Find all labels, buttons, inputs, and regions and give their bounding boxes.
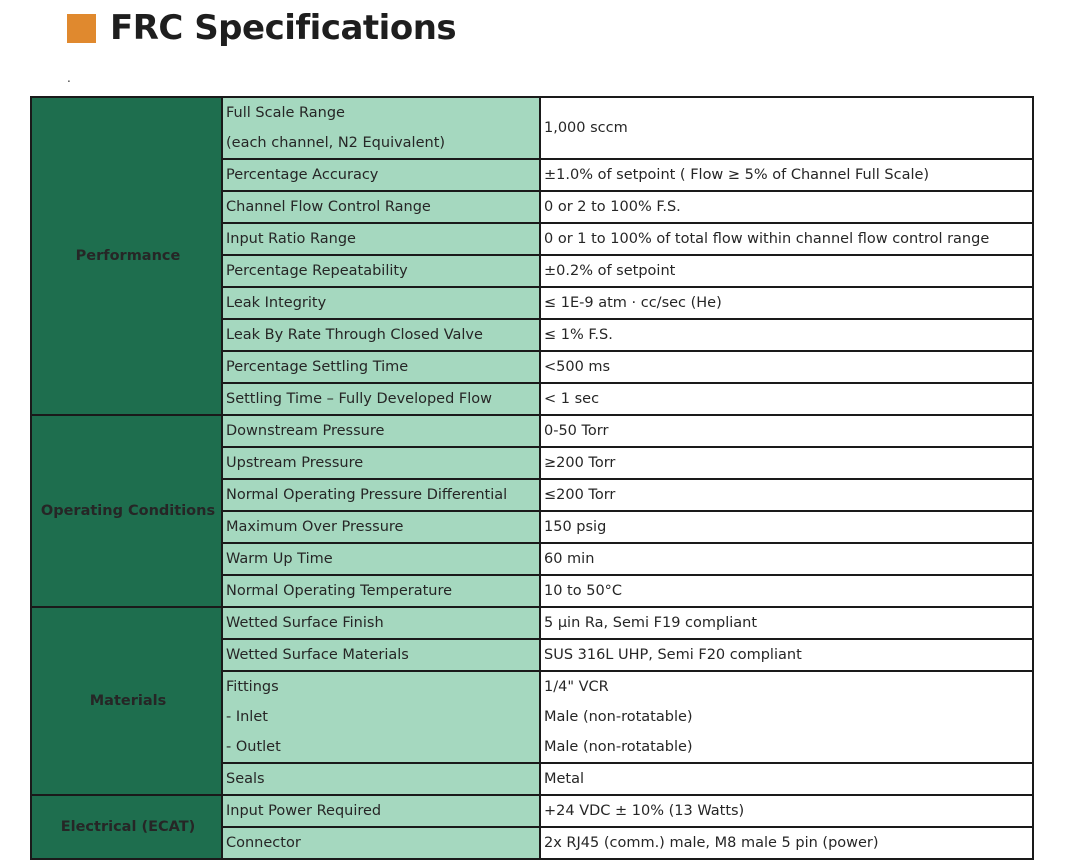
- param-cell: [222, 383, 540, 415]
- value-cell: [540, 447, 1033, 479]
- param-cell: [222, 511, 540, 543]
- param-cell: [222, 763, 540, 795]
- value-cell: [540, 351, 1033, 383]
- param-cell: [222, 827, 540, 859]
- param-cell: [222, 415, 540, 447]
- param-cell: [222, 447, 540, 479]
- param-cell: [222, 607, 540, 639]
- param-label: Full Scale Range: [226, 105, 345, 121]
- value-cell: [540, 479, 1033, 511]
- param-cell: [222, 287, 540, 319]
- table-row: [31, 415, 1033, 447]
- param-label: Connector: [226, 835, 301, 851]
- param-label: - Inlet: [226, 709, 268, 725]
- param-cell: [222, 255, 540, 287]
- category-operating-conditions: Operating Conditions: [31, 415, 222, 607]
- category-performance: Performance: [31, 97, 222, 415]
- table-row: [31, 795, 1033, 827]
- category-electrical-ecat: Electrical (ECAT): [31, 795, 222, 859]
- value-cell: [540, 639, 1033, 671]
- value-cell: [540, 191, 1033, 223]
- value-text: 2x RJ45 (comm.) male, M8 male 5 pin (power): [544, 835, 879, 851]
- value-text: 10 to 50°C: [544, 583, 623, 599]
- param-label: Wetted Surface Materials: [226, 647, 409, 663]
- value-cell: [540, 287, 1033, 319]
- value-cell: [540, 319, 1033, 351]
- value-cell: [540, 223, 1033, 255]
- value-text: Metal: [544, 771, 585, 787]
- value-text: SUS 316L UHP, Semi F20 compliant: [544, 647, 802, 663]
- value-cell: [540, 763, 1033, 795]
- stray-dot: .: [67, 71, 71, 85]
- value-text: Male (non-rotatable): [544, 709, 693, 725]
- param-label: Normal Operating Temperature: [226, 583, 453, 599]
- value-cell: [540, 575, 1033, 607]
- spec-table-body: [31, 97, 1033, 859]
- param-label: Leak By Rate Through Closed Valve: [226, 327, 483, 343]
- value-text: 1/4" VCR: [544, 679, 609, 695]
- param-label: Percentage Accuracy: [226, 167, 379, 183]
- param-label: Percentage Settling Time: [226, 359, 409, 375]
- value-cell: [540, 607, 1033, 639]
- value-text: ≤200 Torr: [544, 487, 616, 503]
- value-cell: [540, 671, 1033, 763]
- param-label: Normal Operating Pressure Differential: [226, 487, 508, 503]
- param-cell: [222, 319, 540, 351]
- param-label: - Outlet: [226, 739, 281, 755]
- param-label: Channel Flow Control Range: [226, 199, 431, 215]
- param-cell: [222, 543, 540, 575]
- category-materials: Materials: [31, 607, 222, 795]
- table-row: [31, 607, 1033, 639]
- param-cell: [222, 639, 540, 671]
- value-text: +24 VDC ± 10% (13 Watts): [544, 803, 745, 819]
- param-cell: [222, 191, 540, 223]
- param-cell: [222, 97, 540, 159]
- value-cell: [540, 795, 1033, 827]
- param-label: Leak Integrity: [226, 295, 327, 311]
- param-label: Maximum Over Pressure: [226, 519, 404, 535]
- value-text: ±0.2% of setpoint: [544, 263, 676, 279]
- param-cell: [222, 575, 540, 607]
- page-title: FRC Specifications: [110, 8, 457, 48]
- param-label: Seals: [226, 771, 265, 787]
- param-cell: [222, 479, 540, 511]
- spec-table: [30, 96, 1034, 860]
- value-text: 1,000 sccm: [544, 120, 628, 136]
- value-cell: [540, 97, 1033, 159]
- param-cell: [222, 671, 540, 763]
- value-text: <500 ms: [544, 359, 611, 375]
- value-cell: [540, 255, 1033, 287]
- param-label: Input Ratio Range: [226, 231, 356, 247]
- value-text: 0 or 1 to 100% of total flow within channel flow control range: [544, 231, 990, 247]
- accent-square: [67, 14, 96, 43]
- param-label: (each channel, N2 Equivalent): [226, 135, 446, 151]
- value-text: 0-50 Torr: [544, 423, 609, 439]
- param-cell: [222, 795, 540, 827]
- value-cell: [540, 511, 1033, 543]
- value-text: 150 psig: [544, 519, 607, 535]
- param-label: Input Power Required: [226, 803, 382, 819]
- value-cell: [540, 827, 1033, 859]
- value-cell: [540, 383, 1033, 415]
- value-text: 0 or 2 to 100% F.S.: [544, 199, 681, 215]
- param-label: Settling Time – Fully Developed Flow: [226, 391, 493, 407]
- page-header: [67, 6, 456, 50]
- value-cell: [540, 159, 1033, 191]
- param-cell: [222, 159, 540, 191]
- param-label: Downstream Pressure: [226, 423, 385, 439]
- value-text: ≥200 Torr: [544, 455, 616, 471]
- value-text: Male (non-rotatable): [544, 739, 693, 755]
- value-text: ≤ 1% F.S.: [544, 327, 613, 343]
- param-label: Upstream Pressure: [226, 455, 364, 471]
- value-text: 5 μin Ra, Semi F19 compliant: [544, 615, 758, 631]
- param-label: Warm Up Time: [226, 551, 333, 567]
- param-cell: [222, 351, 540, 383]
- value-cell: [540, 543, 1033, 575]
- value-text: 60 min: [544, 551, 595, 567]
- param-label: Percentage Repeatability: [226, 263, 408, 279]
- value-text: ±1.0% of setpoint ( Flow ≥ 5% of Channel Full Scale): [544, 167, 930, 183]
- table-row: [31, 97, 1033, 159]
- param-cell: [222, 223, 540, 255]
- value-cell: [540, 415, 1033, 447]
- value-text: ≤ 1E-9 atm · cc/sec (He): [544, 295, 722, 311]
- value-text: < 1 sec: [544, 391, 600, 407]
- param-label: Wetted Surface Finish: [226, 615, 384, 631]
- param-label: Fittings: [226, 679, 279, 695]
